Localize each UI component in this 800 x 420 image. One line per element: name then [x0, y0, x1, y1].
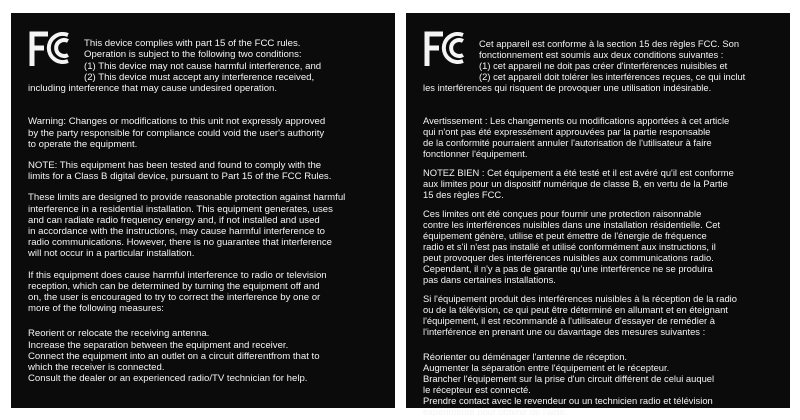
note-paragraph: NOTEZ BIEN : Cet équipement a été testé et il est avéré qu'il est conforme aux limites pour un dispositif numérique de classe B, en vertu de la Partie 15 des règles FCC.: [423, 167, 734, 200]
intro-text: Cet appareil est conforme à la section 15 des règles FCC. Son fonctionnement est soumis aux deux conditions suivantes : (1) cet appareil ne doit pas créer d'interférences nuisibles et (2) cet appareil doit tolérer les interférences reçues, ce qui inclut: [479, 38, 746, 82]
intro-block: [423, 27, 776, 104]
intro-text: This device complies with part 15 of the FCC rules. Operation is subject to the following two conditions: (1) This device may not cause harmful interference, and (2) This device must accept any interference received,: [84, 38, 322, 83]
intro-text-tail: including interference that may cause undesired operation.: [28, 83, 278, 95]
fcc-notice-english: [11, 13, 395, 408]
limits-paragraph: These limits are designed to provide reasonable protection against harmful interference in a residential installation. This equipment generates, uses and can radiate radio frequency energy and, if not installed and used in accordance with the instructions, may cause harmful interference to radio communications. However, there is no guarantee that interference will not occur in a particular installation.: [28, 192, 346, 260]
fcc-logo: [28, 28, 80, 68]
fcc-notice-french: [406, 13, 790, 417]
svg-text:FC: FC: [423, 28, 425, 29]
interference-paragraph: If this equipment does cause harmful interference to radio or television reception, which can be determined by turning the equipment off and on, the user is encouraged to try to correct the interference by one or more of the following measures:: [28, 269, 327, 315]
warning-paragraph: Avertissement : Les changements ou modifications apportées à cet article qui n'ont pas été expressément approuvées par la partie responsable de la conformité pourraient annuler l'autorisation de l'utilisateur à faire fonctionner l'équipement.: [423, 115, 730, 159]
svg-text:FC: FC: [28, 28, 30, 29]
measures-list: Reorient or relocate the receiving antenna. Increase the separation between the equipment and receiver. Connect the equipment into an outlet on a circuit differentfrom that to which the receiver is connected. Consult the dealer or an experienced radio/TV technician for help.: [28, 328, 320, 385]
intro-block: [28, 27, 381, 105]
interference-paragraph: Si l'équipement produit des interférences nuisibles à la réception de la radio ou de la télévision, ce qui peut être déterminé en allumant et en éteignant l'équipement, il est recommandé à l'utilisateur d'essayer de remédier à l'interférence en prenant une ou davantage des mesures suivantes :: [423, 293, 737, 337]
intro-text-tail: les interférences qui risquent de provoquer une utilisation indésirable.: [423, 82, 712, 93]
fcc-logo: [423, 28, 475, 68]
warning-paragraph: Warning: Changes or modifications to this unit not expressly approved by the party responsible for compliance could void the user's authority to operate the equipment.: [28, 116, 326, 150]
note-paragraph: NOTE: This equipment has been tested and found to comply with the limits for a Class B digital device, pursuant to Part 15 of the FCC Rules.: [28, 160, 332, 183]
measures-list: Réorienter ou déménager l'antenne de réception. Augmenter la séparation entre l'équipement et le récepteur. Brancher l'équipement sur la prise d'un circuit différent de celui auquel le récepteur est connecté. Prendre contact avec le revendeur ou un technicien radio et télévision expérimenté pour obtenir de l'aide.: [423, 351, 715, 417]
limits-paragraph: Ces limites ont été conçues pour fournir une protection raisonnable contre les interférences nuisibles dans une installation résidentielle. Cet équipement génère, utilise et peut émettre de l'énergie de fréquence radio et s'il n'est pas installé et utilisé conformément aux instructions, il peut provoquer des interférences nuisibles aux communications radio. Cependant, il n'y a pas de garantie qu'une interférence ne se produira pas dans certaines installations.: [423, 208, 721, 285]
